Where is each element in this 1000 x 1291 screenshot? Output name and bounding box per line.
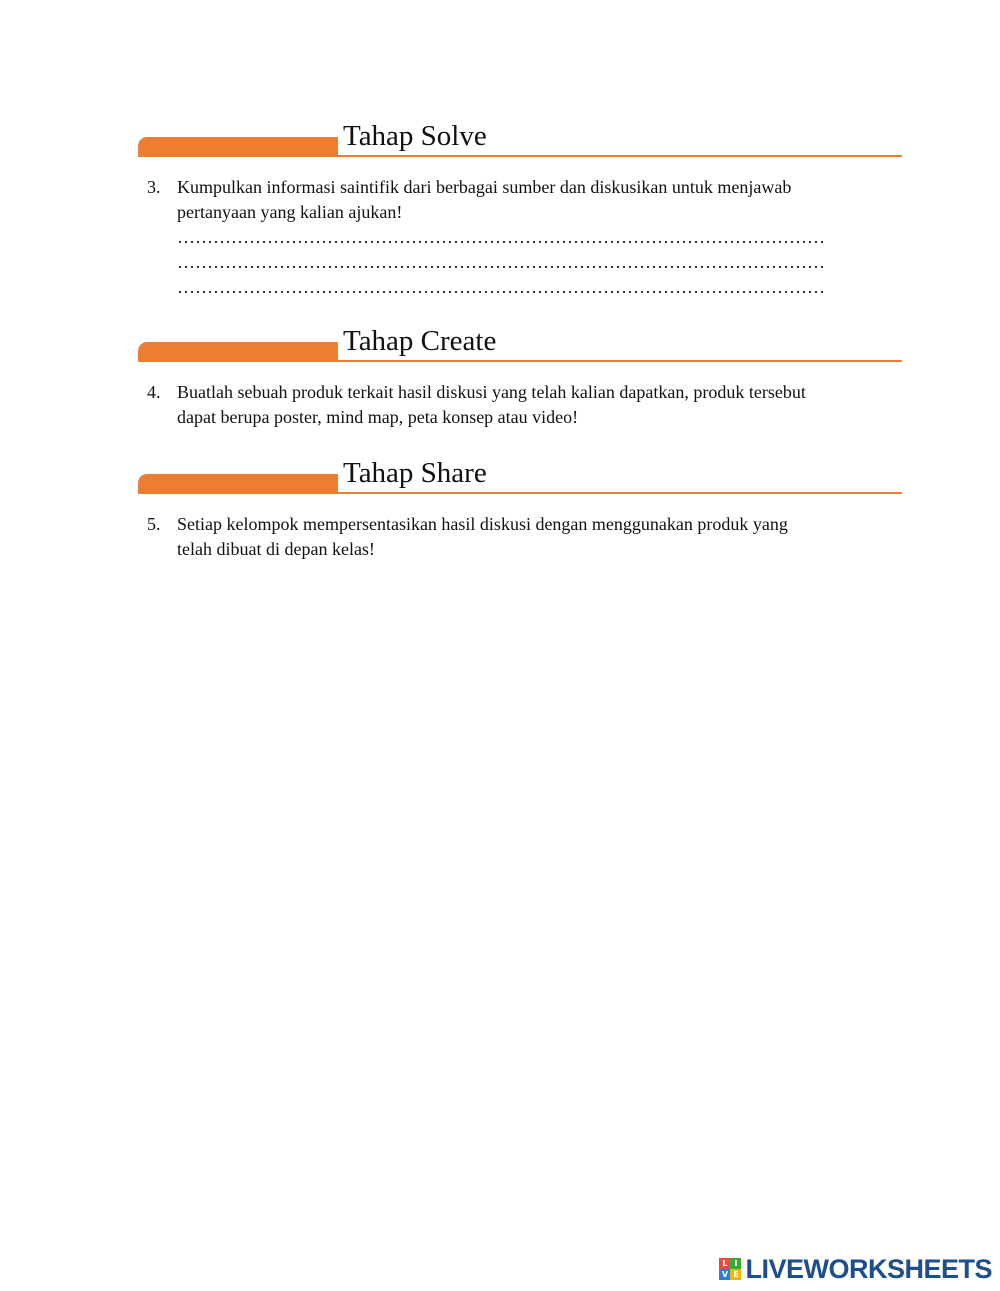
answer-line-3[interactable]: ………………………………………………………………………………………………: [177, 277, 825, 297]
section-title-create: Tahap Create: [343, 325, 497, 357]
header-accent-bar: [138, 137, 338, 157]
header-rule-line: [338, 360, 902, 362]
liveworksheets-logo[interactable]: [719, 1255, 992, 1283]
logo-icon-letter-i: I: [730, 1258, 741, 1269]
question-number: 5.: [147, 514, 161, 534]
question-item-5: [147, 512, 887, 562]
logo-icon-letter-l: L: [719, 1258, 730, 1269]
header-accent-bar: [138, 474, 338, 494]
question-text: Kumpulkan informasi saintifik dari berbagai sumber dan diskusikan untuk menjawab pertanyaan yang kalian ajukan!: [177, 177, 792, 222]
section-header-create: [138, 322, 902, 362]
answer-line-2[interactable]: ………………………………………………………………………………………………: [177, 252, 825, 272]
section-header-solve: [138, 117, 902, 157]
question-number: 3.: [147, 177, 161, 197]
section-header-share: [138, 454, 902, 494]
logo-icon-letter-v: V: [719, 1269, 730, 1280]
question-item-4: [147, 380, 887, 430]
question-text: Setiap kelompok mempersentasikan hasil diskusi dengan menggunakan produk yang telah dibuat di depan kelas!: [177, 514, 788, 559]
liveworksheets-logo-text: LIVEWORKSHEETS: [745, 1253, 992, 1284]
question-item-3: [147, 175, 887, 300]
liveworksheets-logo-icon: [719, 1258, 741, 1280]
question-number: 4.: [147, 382, 161, 402]
header-rule-line: [338, 155, 902, 157]
logo-icon-letter-e: E: [730, 1269, 741, 1280]
header-rule-line: [338, 492, 902, 494]
section-title-solve: Tahap Solve: [343, 120, 487, 152]
section-title-share: Tahap Share: [343, 457, 487, 489]
question-text: Buatlah sebuah produk terkait hasil diskusi yang telah kalian dapatkan, produk tersebut dapat berupa poster, mind map, peta konsep atau video!: [177, 382, 806, 427]
header-accent-bar: [138, 342, 338, 362]
answer-line-1[interactable]: ………………………………………………………………………………………………: [177, 227, 825, 247]
